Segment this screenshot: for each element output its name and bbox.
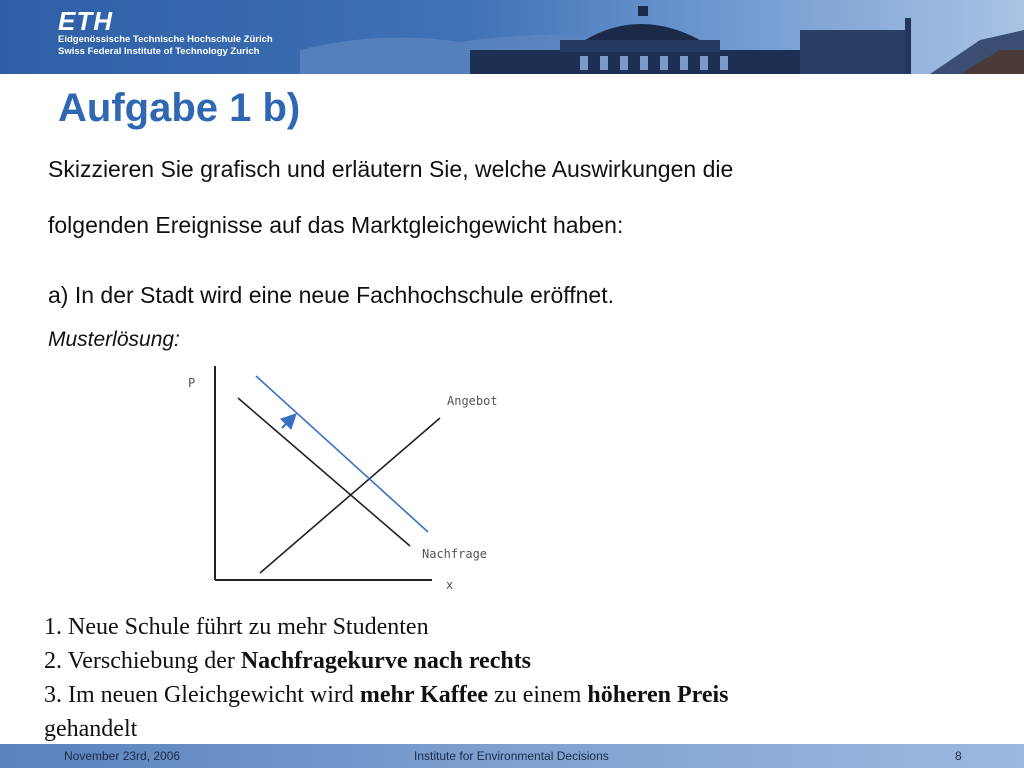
footer-date: November 23rd, 2006 xyxy=(64,749,181,763)
supply-label: Angebot xyxy=(447,394,498,408)
solution-points xyxy=(44,610,944,746)
task-text-line2: folgenden Ereignisse auf das Marktgleichgewicht haben: xyxy=(48,212,624,238)
point-3-emphasis-quantity: mehr Kaffee xyxy=(359,682,489,708)
task-text-line1: Skizzieren Sie grafisch und erläutern Sie, welche Auswirkungen die xyxy=(48,156,734,182)
eth-logo-line1: Eidgenössische Technische Hochschule Zürich xyxy=(58,34,273,45)
point-2 xyxy=(44,644,944,678)
point-2-emphasis: Nachfragekurve nach rechts xyxy=(240,648,532,674)
point-3-continued: gehandelt xyxy=(44,716,138,742)
header-banner xyxy=(0,0,1024,74)
slide-title: Aufgabe 1 b) xyxy=(58,86,301,130)
y-axis-label: P xyxy=(188,376,196,390)
point-1: 1. Neue Schule führt zu mehr Studenten xyxy=(44,614,429,640)
supply-demand-diagram xyxy=(170,360,530,600)
page-number: 8 xyxy=(955,749,962,763)
demand-label: Nachfrage xyxy=(422,547,488,561)
eth-logo-line2: Swiss Federal Institute of Technology Zurich xyxy=(58,46,260,57)
eth-logo xyxy=(58,8,273,58)
point-2-text: 2. Verschiebung der xyxy=(44,648,241,674)
supply-curve xyxy=(260,418,440,573)
footer-institute: Institute for Environmental Decisions xyxy=(414,749,609,763)
footer-bar xyxy=(0,744,1024,768)
point-3-text-mid: zu einem xyxy=(488,682,588,708)
eth-logo-wordmark: ETH xyxy=(58,6,113,36)
shifted-demand-curve xyxy=(256,376,428,532)
point-3-text: 3. Im neuen Gleichgewicht wird xyxy=(44,682,360,708)
shift-arrow xyxy=(282,416,294,428)
solution-label: Musterlösung: xyxy=(48,328,180,351)
demand-curve xyxy=(238,398,410,546)
point-3 xyxy=(44,678,944,712)
x-axis-label: x xyxy=(446,578,454,592)
point-3-emphasis-price: höheren Preis xyxy=(587,682,729,708)
task-subquestion-a: a) In der Stadt wird eine neue Fachhochschule eröffnet. xyxy=(48,282,614,308)
